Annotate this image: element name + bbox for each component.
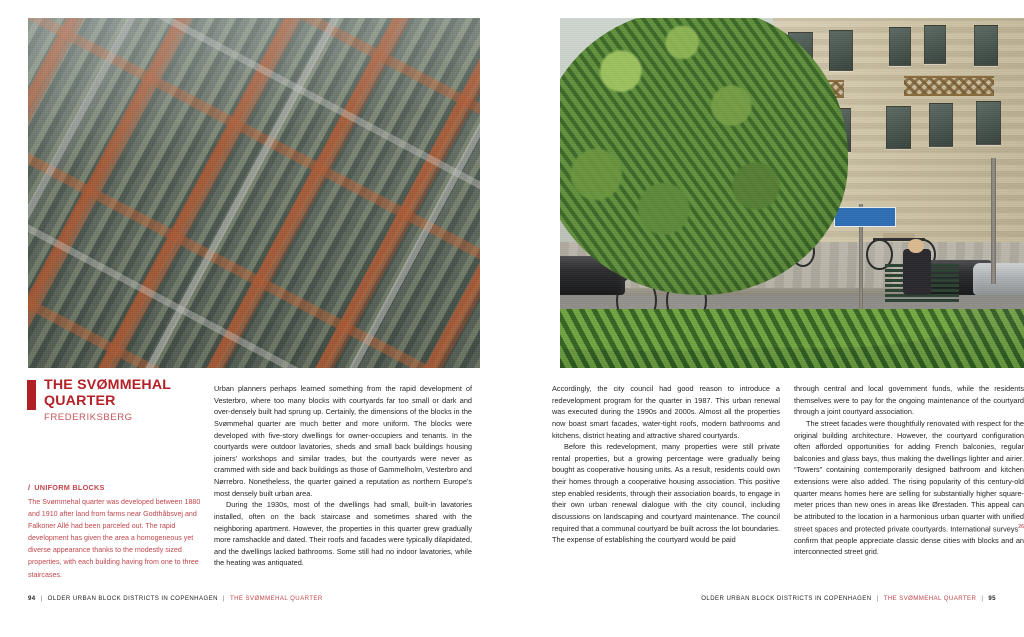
footer-section-title: OLDER URBAN BLOCK DISTRICTS IN COPENHAGEN [701,595,872,602]
caption-heading-line [28,482,204,495]
footer-section-title: OLDER URBAN BLOCK DISTRICTS IN COPENHAGEN [47,595,218,602]
paragraph: Urban planners perhaps learned something from the rapid development of Vesterbro, where too many blocks with courtyards far too small or dark and over-densely built had sprung up. Certainly, the dimensions of the blocks in the Svømmehal quarter are much better and more uniform. The blocks were developed with five-story dwellings for owner-occupiers and tenants. In the courtyards were outdoor lavatories, sheds and small back buildings housing joiners' workshops and similar trades, but the courtyards were never as crammed with side and back buildings as those of Gammelholm, Vesterbro and Nørrebro. Nonetheless, the quarter gained a reputation as northern Europe's most densely built urban area. [214,384,472,498]
paragraph-text-before-ref: The street facades were thoughtfully renovated with respect for the original building architecture. However, the courtyard configuration often afforded opportunities for adding French balconies, regular balconies and glass bays, thus making the dwellings lighter and airier. “Towers” containing contemporarily designed bathroom and kitchen extensions were also added. The rising popularity of this century-old quarter means homes here are selling for substantially higher square-meter prices than new ones in areas like Ørestaden. This appeal can be attributed to the location in a harmonious urban quarter with unified street spaces and protected private courtyards. International surveys [794,418,1024,533]
paragraph: During the 1930s, most of the dwellings had small, built-in lavatories installed, often on the back staircase and sometimes shared with the neighboring apartment. However, the properties in this quarter grew gradually more ramshackle and dated. Their roofs and facades were typically dilapidated, and the dwellings lacked bathrooms. Some still had no indoor lavatories, while the heating was antiquated. [214,500,472,568]
footer-separator: | [876,595,879,602]
caption-body: The Svømmehal quarter was developed between 1880 and 1910 after land from farms near Godthåbsvej and Falkoner Allé had been parceled out. The rapid development has given the area a homogeneous yet diverse appearance thanks to the modestly sized properties, with each building having from one to three staircases. [28,497,201,579]
paragraph-with-reference [794,418,1024,558]
paragraph: Before this redevelopment, many properties were still private rental properties, but a growing percentage were gradually being bought as cooperative housing units. As a result, residents could own their homes through a cooperative housing association. This positive step enabled residents, through their association boards, to engage in their own urban renewal dialogue with the city council, including discussions on landscaping and courtyard maintenance. The council required that a communal courtyard be built across the lot boundaries. The expense of establishing the courtyard would be paid [552,442,780,545]
paragraph: Accordingly, the city council had good reason to introduce a redevelopment program for the quarter in 1987. This urban renewal was executed during the 1990s and 2000s. Almost all the properties now boast smart facades, water-tight roofs, modern bathrooms and kitchens, district heating and attractive shared courtyards. [552,384,780,440]
street-name-sign [834,207,896,227]
paragraph-text-after-ref: confirm that people appreciate classic dense cities with blocks and an interconnected street grid. [794,535,1024,557]
aerial-grain-layer [28,18,480,368]
footer-right [701,595,996,602]
text-column-1 [214,383,472,569]
footer-quarter-title: THE SVØMMEHAL QUARTER [883,595,977,602]
seated-man [903,249,931,295]
footer-quarter-title: THE SVØMMEHAL QUARTER [229,595,323,602]
footnote-reference: 26 [1018,523,1024,530]
footer-left [28,595,323,602]
street-scene-photo [560,18,1024,368]
text-column-2 [552,383,780,546]
foreground-hedge [560,309,1024,369]
seated-man-head [908,239,924,254]
caption-slash: / [28,483,31,492]
page-title: THE SVØMMEHAL QUARTER [44,377,171,409]
footer-page-number: 95 [988,595,996,602]
paragraph: through central and local government funds, while the residents themselves were to pay for the ongoing maintenance of the courtyard through a joint courtyard association. [794,384,1024,417]
lamp-pole [991,158,996,284]
foreground-tree [560,18,848,295]
caption-heading: UNIFORM BLOCKS [34,483,105,492]
article-headline-block [28,378,200,423]
ornamental-balcony [904,76,994,96]
photo-caption [28,482,204,581]
parked-car-silver [973,263,1024,295]
footer-separator: | [981,595,984,602]
footer-separator: | [40,595,43,602]
aerial-city-photo [28,18,480,368]
headline-accent-bar [27,380,36,410]
footer-page-number: 94 [28,595,36,602]
text-column-3 [794,383,1024,558]
footer-separator: | [222,595,225,602]
page-subtitle: FREDERIKSBERG [44,411,133,423]
